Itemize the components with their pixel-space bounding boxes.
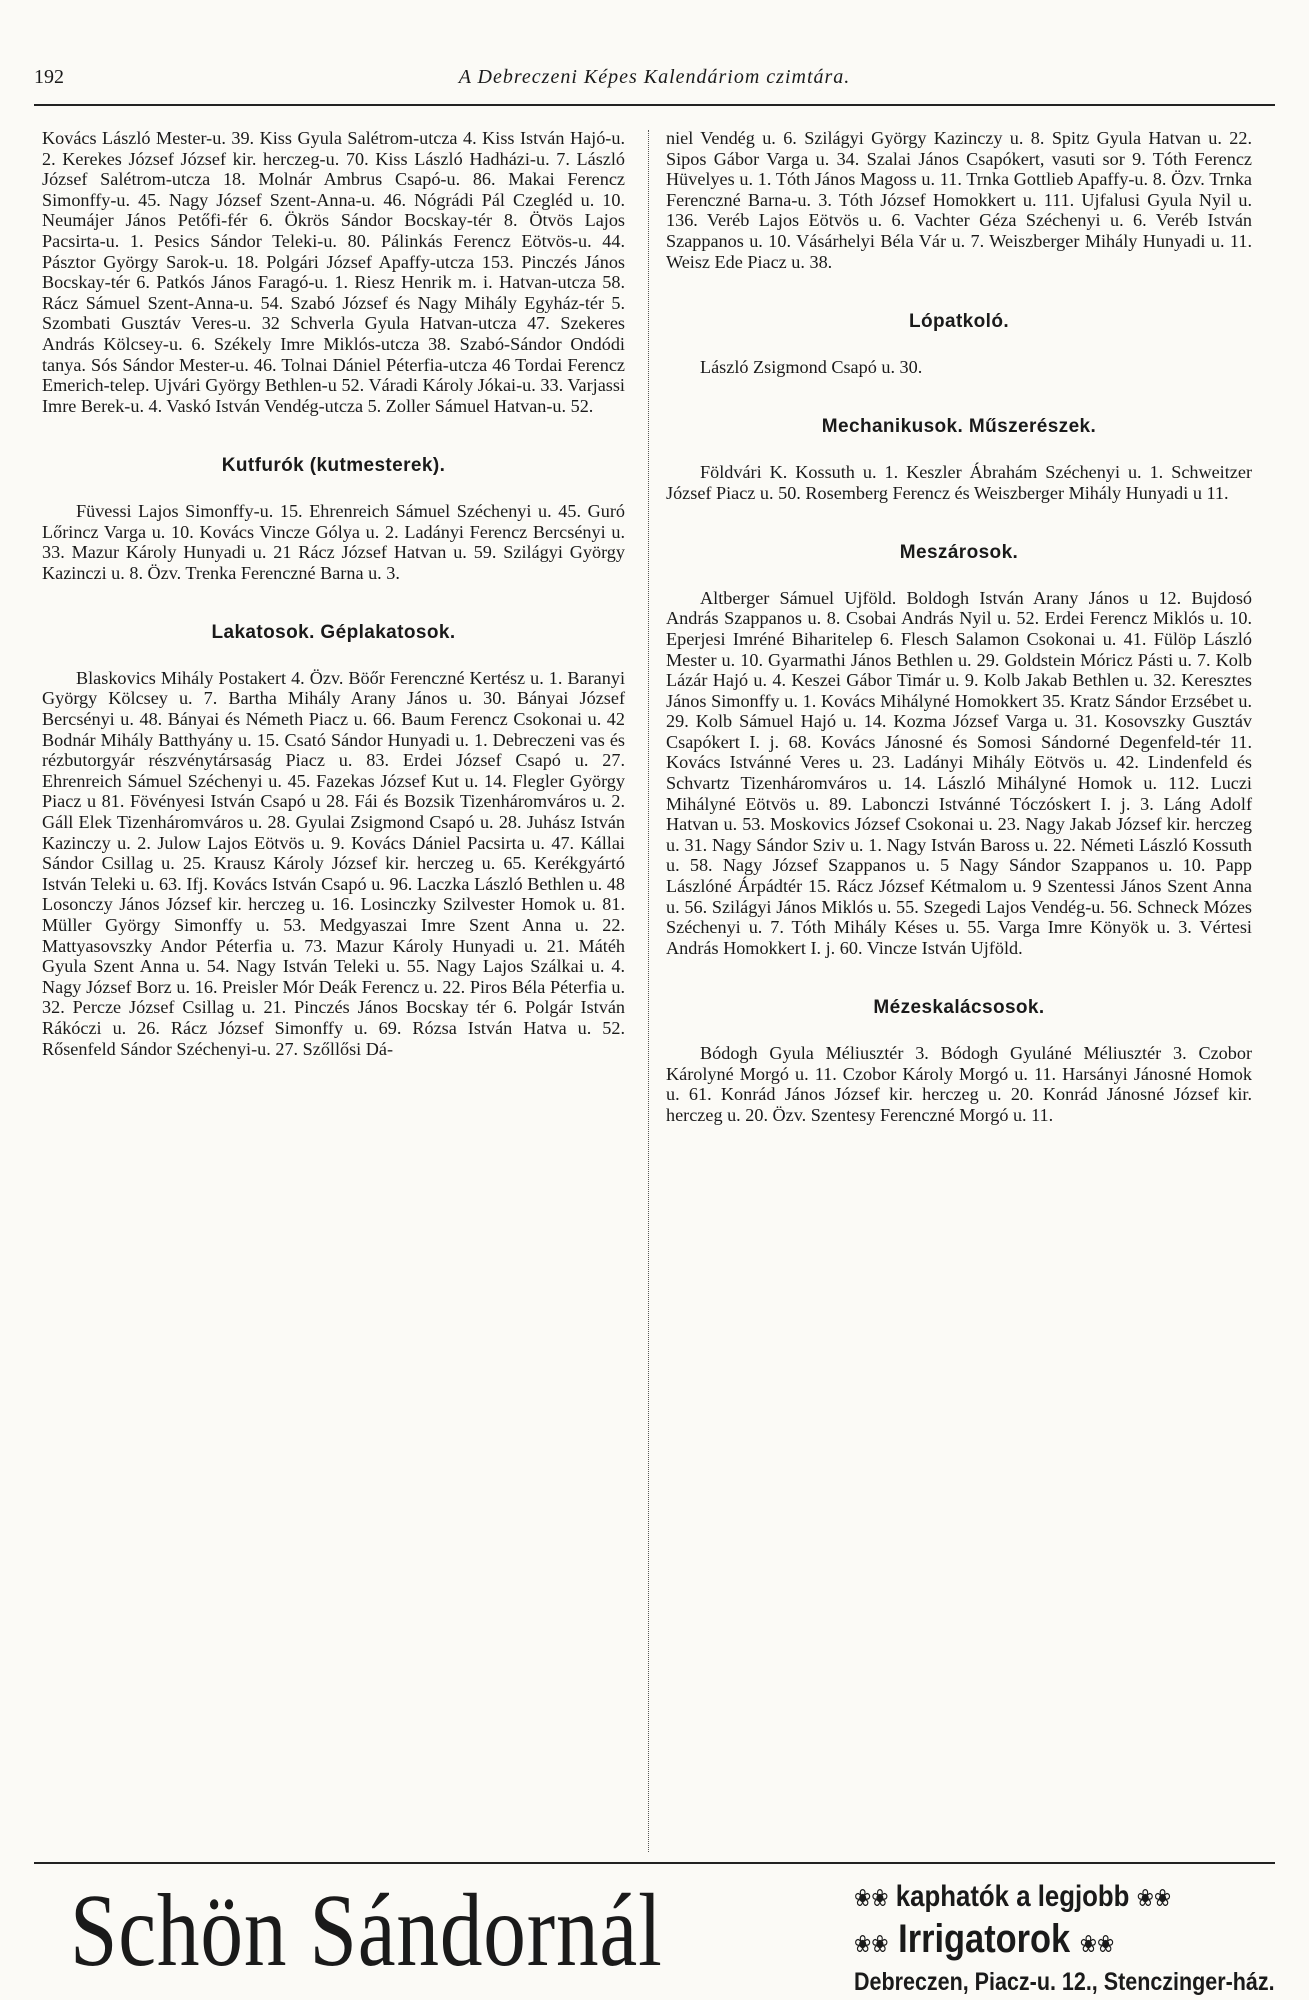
section-heading-kutfurok: Kutfurók (kutmesterek). [221, 455, 446, 477]
ad-line-2 [854, 1918, 1219, 1966]
right-column [666, 128, 1252, 1125]
page-header [34, 66, 1275, 100]
section-text-lakatosok: Blaskovics Mihály Postakert 4. Özv. Böőr Ferenczné Kertész u. 1. Baranyi György Kölcsey u. 7. Bartha Mihály Arany János u. 30. Bányai József Bercsényi u. 48. Bányai és Németh Piacz u. 66. Baum Ferencz Csokonai u. 42 Bodnár Mihály Batthyány u. 15. Csató Sándor Hunyadi u. 1. Debreczeni vas és rézbutorgyár részvénytársaság Piacz u. 83. Erdei József Csapó u. 27. Ehrenreich Sámuel Széchenyi u. 45. Fazekas József Kut u. 14. Flegler György Piacz u 81. Fövényesi István Csapó u 28. Fái és Bozsik Tizenháromváros u. 2. Gáll Elek Tizenháromváros u. 28. Gyulai Zsigmond Csapó u. 28. Juhász István Kazinczy u. 2. Julow Lajos Eötvös u. 9. Kovács Dániel Pacsirta u. 47. Kállai Sándor Csillag u. 25. Krausz Károly József kir. herczeg u. 65. Kerékgyártó István Teleki u. 63. Ifj. Kovács István Csapó u. 96. Laczka László Bethlen u. 48 Losonczy János József kir. herczeg u. 16. Losinczky Szilvester Homok u. 81. Müller György Simonffy u. 53. Medgyaszai Imre Szent Anna u. 22. Mattyasovszky Andor Péterfia u. 73. Mazur Károly Hunyadi u. 21. Mátéh Gyula Szent Anna u. 54. Nagy István Teleki u. 55. Nagy Lajos Szálkai u. 4. Nagy József Borz u. 16. Preisler Mór Deák Ferencz u. 22. Piros Béla Péterfia u. 32. Percze József Csillag u. 21. Pinczés János Bocskay tér 6. Polgár István Rákóczi u. 26. Rácz József Simonffy u. 69. Rózsa István Hatva u. 52. Rősenfeld Sándor Széchenyi-u. 27. Szőllősi Dá- [42, 667, 625, 1059]
section-heading-meszarosok: Meszárosok. [899, 542, 1019, 564]
ornament-icon: ❀❀ [854, 1885, 889, 1912]
ad-line-1 [854, 1878, 1219, 1918]
right-intro-paragraph: niel Vendég u. 6. Szilágyi György Kazinczy u. 8. Spitz Gyula Hatvan u. 22. Sipos Gábor Varga u. 34. Szalai János Csapókert, vasuti sor 9. Tóth Ferencz Hüvelyes u. 1. Tóth János Magoss u. 11. Trnka Gottlieb Apaffy-u. 8. Özv. Trnka Ferenczné Barna-u. 3. Tóth József Homokkert u. 111. Ujfalusi Gyula Nyil u. 136. Veréb Lajos Eötvös u. 6. Vachter Géza Széchenyi u. 6. Veréb István Szappanos u. 10. Vásárhelyi Béla Vár u. 7. Weiszberger Mihály Hunyadi u. 11. Weisz Ede Piacz u. 38. [666, 128, 1252, 272]
section-text-kutfurok: Füvessi Lajos Simonffy-u. 15. Ehrenreich Sámuel Széchenyi u. 45. Guró Lőrincz Varga u. 10. Kovács Vincze Gólya u. 2. Ladányi Ferencz Bercsényi u. 33. Mazur Károly Hunyadi u. 21 Rácz József Hatvan u. 59. Szilágyi György Kazinczi u. 8. Özv. Trenka Ferenczné Barna u. 3. [42, 500, 625, 583]
section-heading-mezeskalacsosok: Mézeskalácsosok. [873, 997, 1045, 1019]
section-text-lopatkolo: László Zsigmond Csapó u. 30. [700, 356, 923, 377]
page-number: 192 [34, 66, 64, 88]
ad-merchant-name: Schön Sándornál [70, 1873, 663, 1988]
left-column [42, 128, 625, 1059]
footer-rule [34, 1862, 1275, 1864]
ad-line-2-text: Irrigatorok [898, 1917, 1071, 1961]
left-intro-paragraph: Kovács László Mester-u. 39. Kiss Gyula Salétrom-utcza 4. Kiss István Hajó-u. 2. Kerekes József József kir. herczeg-u. 70. Kiss László Hadházi-u. 7. László József Salétrom-utcza 18. Molnár Ambrus Csapó-u. 86. Makai Ferencz Simonffy-u. 45. Nagy József Szent-Anna-u. 46. Nógrádi Pál Czegléd u. 10. Neumájer János Petőfi-fér 6. Ökrös Sándor Bocskay-tér 8. Ötvös Lajos Pacsirta-u. 1. Pesics Sándor Teleki-u. 80. Pálinkás Ferencz Eötvös-u. 44. Pásztor György Sarok-u. 18. Polgári József Apaffy-utcza 153. Pinczés János Bocskay-tér 6. Patkós János Faragó-u. 1. Riesz Henrik m. i. Hatvan-utcza 58. Rácz Sámuel Szent-Anna-u. 54. Szabó József és Nagy Mihály Egyház-tér 5. Szombati Gusztáv Veres-u. 32 Schverla Gyula Hatvan-utcza 47. Szekeres András Kölcsey-u. 6. Székely Imre Miklós-utcza 38. Szabó-Sándor Ondódi tanya. Sós Sándor Mester-u. 46. Tolnai Dániel Péterfia-utcza 46 Tordai Ferencz Emerich-telep. Ujvári György Bethlen-u 52. Váradi Károly Jókai-u. 33. Varjassi Imre Berek-u. 4. Vaskó István Vendég-utcza 5. Zoller Sámuel Hatvan-u. 52. [42, 128, 625, 416]
section-heading-mechanikusok: Mechanikusok. Műszerészek. [821, 416, 1097, 438]
section-text-meszarosok: Altberger Sámuel Ujföld. Boldogh István Arany János u 12. Bujdosó András Szappanos u. 8. Csobai András Nyil u. 52. Erdei Ferencz Miklós u. 10. Eperjesi Imréné Biharitelep 6. Flesch Salamon Csokonai u. 41. Fülöp László Mester u. 10. Gyarmathi János Bethlen u. 29. Goldstein Móricz Pásti u. 7. Kolb Lázár Hajó u. 4. Keszei Gábor Timár u. 9. Kolb Jakab Bethlen u. 32. Keresztes János Simonffy u. 1. Kovács Mihályné Homokkert 35. Kratz Sándor Erzsébet u. 29. Kolb Sámuel Hajó u. 14. Kozma József Varga u. 31. Kosovszky Gusztáv Csapókert I. j. 68. Kovács Jánosné és Somosi Sándorné Degenfeld-tér 11. Kovács Istvánné Veres u. 23. Ladányi Mihály Eötvös u. 42. Lindenfeld és Schvartz Tizenháromváros u. 14. László Mihályné Homok u. 112. Luczi Mihályné Eötvös u. 89. Labonczi Istvánné Tóczóskert I. j. 3. Láng Adolf Hatvan u. 53. Moskovics József Csokonai u. 23. Nagy Jakab József kir. herczeg u. 31. Nagy Sándor Sziv u. 1. Nagy István Baross u. 22. Németi László Kossuth u. 58. Nagy József Szappanos u. 5 Nagy Sándor Szappanos u. 10. Papp Lászlóné Árpádtér 15. Rácz József Kétmalom u. 9 Szentessi János Szent Anna u. 56. Szilágyi János Miklós u. 55. Szegedi Lajos Vendég-u. 56. Schneck Mózes Széchenyi u. 7. Tóth Mihály Késes u. 55. Varga Imre Könyök u. 3. Vértesi András Homokkert I. j. 60. Vincze István Ujföld. [666, 587, 1252, 958]
running-title: A Debreczeni Képes Kalendáriom czimtára. [458, 66, 851, 88]
section-text-mechanikusok: Földvári K. Kossuth u. 1. Keszler Ábrahám Széchenyi u. 1. Schweitzer József Piacz u. 50. Rosemberg Ferencz és Weiszberger Mihály Hunyadi u 11. [666, 461, 1252, 503]
section-text-mezeskalacsosok: Bódogh Gyula Méliusztér 3. Bódogh Gyuláné Méliusztér 3. Czobor Károlyné Morgó u. 11. Czobor Károly Morgó u. 11. Harsányi Jánosné Homok u. 61. Konrád János József kir. herczeg u. 20. Konrád Jánosné József kir. herczeg u. 20. Özv. Szentesy Ferenczné Morgó u. 11. [666, 1043, 1252, 1125]
ad-line-1-text: kaphatók a legjobb [895, 1880, 1130, 1913]
section-heading-lopatkolo: Lópatkoló. [908, 311, 1010, 333]
advertisement [34, 1873, 1275, 1996]
column-divider [648, 130, 649, 1852]
header-rule [34, 104, 1275, 106]
ornament-icon: ❀❀ [1079, 1931, 1115, 1958]
ornament-icon: ❀❀ [1136, 1885, 1172, 1912]
ad-text-block [854, 1878, 1278, 1998]
ad-address: Debreczen, Piacz-u. 12., Stenczinger-ház. [854, 1968, 1275, 1996]
ornament-icon: ❀❀ [854, 1931, 889, 1958]
section-heading-lakatosok: Lakatosok. Géplakatosok. [211, 622, 456, 644]
